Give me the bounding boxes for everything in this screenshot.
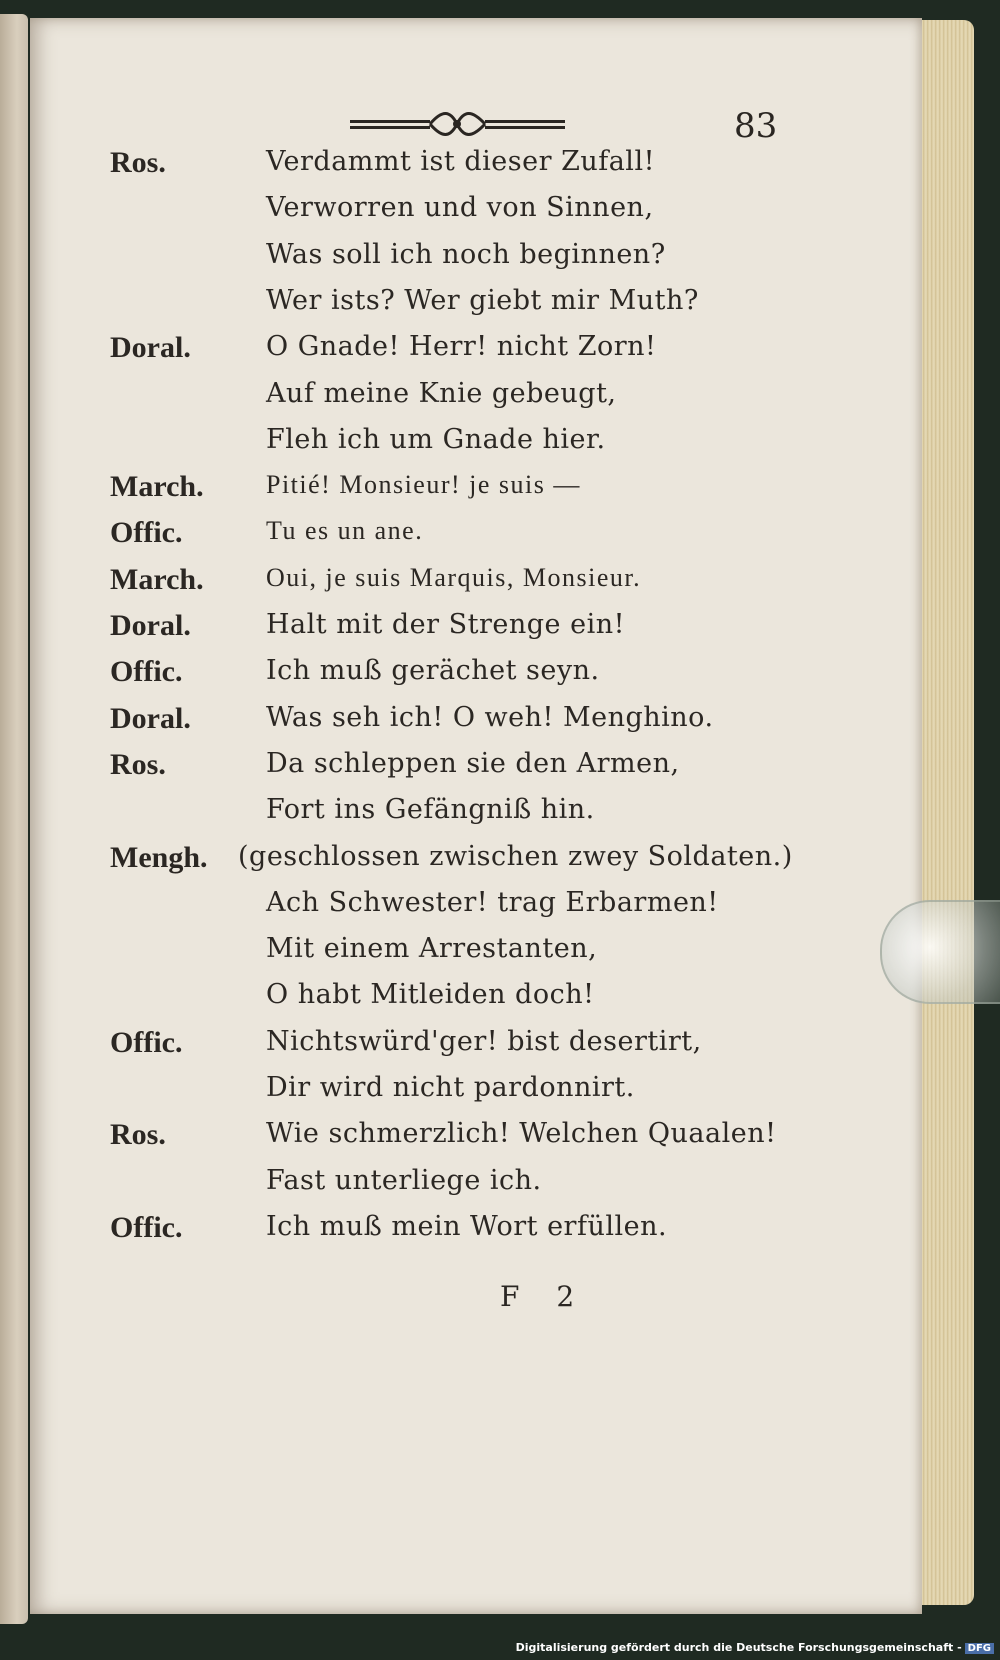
dialogue-line [30, 887, 922, 933]
speaker-name: Ros. [110, 146, 166, 179]
credit-text: Digitalisierung gefördert durch die Deutsche Forschungsgemeinschaft - [515, 1641, 962, 1654]
dialogue-line [30, 331, 922, 377]
verse-text: Da schleppen sie den Armen, [266, 747, 680, 779]
verse-text: Wer ists? Wer giebt mir Muth? [266, 284, 699, 316]
verse-text: Was soll ich noch beginnen? [266, 238, 666, 270]
dialogue-line [30, 192, 922, 238]
verse-text: Verworren und von Sinnen, [266, 192, 654, 224]
dialogue-line [30, 794, 922, 840]
digitization-credit [516, 1641, 994, 1654]
verse-text: Fort ins Gefängniß hin. [266, 794, 595, 826]
dialogue-line [30, 146, 922, 192]
dialogue-line [30, 702, 922, 748]
dialogue-line [30, 563, 922, 609]
verse-text: Dir wird nicht pardonnirt. [266, 1072, 635, 1103]
verse-text: Wie schmerzlich! Welchen Quaalen! [266, 1118, 777, 1150]
dialogue-line [30, 979, 922, 1025]
verse-text: Halt mit der Strenge ein! [266, 609, 625, 640]
dialogue-line [30, 239, 922, 285]
dialogue-line [30, 378, 922, 424]
speaker-name: March. [110, 562, 204, 596]
verse-text: Ach Schwester! trag Erbarmen! [266, 886, 719, 918]
verse-text: Ich muß mein Wort erfüllen. [266, 1210, 668, 1242]
dialogue-line [30, 655, 922, 701]
dialogue-line [30, 516, 922, 562]
verse-text: Auf meine Knie gebeugt, [266, 377, 617, 409]
verse-text: Verdammt ist dieser Zufall! [266, 146, 655, 177]
page-number: 83 [734, 106, 778, 146]
dialogue-line [30, 1165, 922, 1211]
book-page [30, 18, 922, 1614]
speaker-name: Offic. [110, 1025, 183, 1059]
speaker-name: Doral. [110, 701, 191, 735]
dialogue-line [30, 1072, 922, 1118]
verse-text: Mit einem Arrestanten, [266, 933, 598, 965]
ornament-divider [350, 106, 565, 142]
speaker-name: Mengh. [110, 840, 208, 874]
dialogue-line [30, 1118, 922, 1164]
dialogue-line [30, 1026, 922, 1072]
speaker-name: March. [110, 470, 204, 504]
facing-page-edge [0, 14, 28, 1624]
speaker-name: Offic. [110, 1210, 183, 1244]
speaker-name: Ros. [110, 1118, 166, 1152]
speaker-name: Offic. [110, 655, 183, 689]
speaker-name: Offic. [110, 516, 183, 550]
verse-text: Fast unterliege ich. [266, 1164, 542, 1196]
speaker-name: Ros. [110, 747, 166, 781]
verse-text: O Gnade! Herr! nicht Zorn! [266, 331, 657, 363]
verse-text: Ich muß gerächet seyn. [266, 655, 600, 687]
page-clip [880, 900, 1000, 1004]
verse-text: Was seh ich! O weh! Menghino. [266, 701, 714, 733]
dialogue-line [30, 424, 922, 470]
signature-mark: F 2 [500, 1280, 589, 1313]
verse-text: O habt Mitleiden doch! [266, 979, 595, 1011]
dialogue-line [30, 285, 922, 331]
verse-text: Fleh ich um Gnade hier. [266, 423, 606, 455]
stage-direction: (geschlossen zwischen zwey Soldaten.) [238, 840, 793, 872]
dialogue-line [30, 841, 922, 887]
dialogue-line [30, 470, 922, 516]
dialogue-line [30, 933, 922, 979]
verse-text: Pitié! Monsieur! je suis — [266, 470, 581, 500]
dialogue-line [30, 1211, 922, 1257]
dialogue-line [30, 748, 922, 794]
speaker-name: Doral. [110, 331, 191, 365]
speaker-name: Doral. [110, 609, 191, 642]
dialogue-line [30, 609, 922, 655]
verse-text: Tu es un ane. [266, 516, 424, 546]
dfg-logo: DFG [965, 1643, 994, 1654]
verse-text: Oui, je suis Marquis, Monsieur. [266, 562, 642, 592]
verse-text: Nichtswürd'ger! bist desertirt, [266, 1025, 702, 1057]
